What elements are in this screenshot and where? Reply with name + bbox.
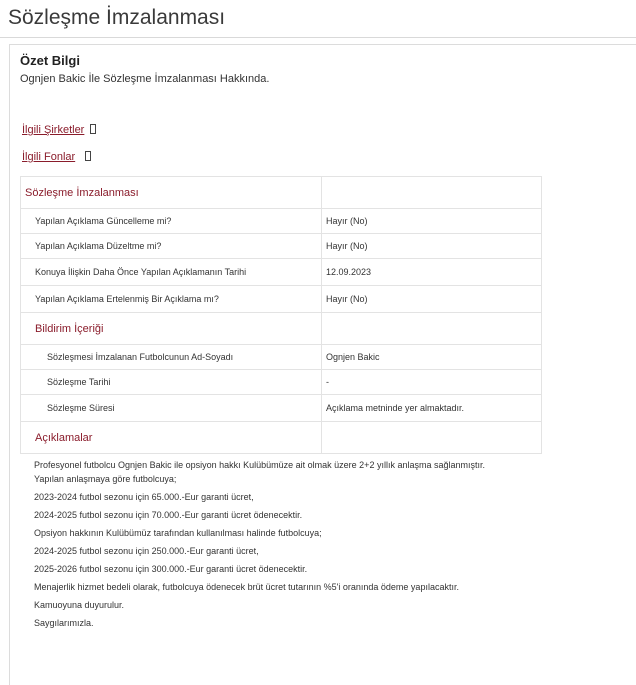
related-funds-label: İlgili Fonlar [22, 151, 76, 163]
table-row [21, 259, 542, 286]
table-section-row [21, 422, 542, 454]
row-label: Sözleşmesi İmzalanan Futbolcunun Ad-Soyadı [21, 345, 322, 370]
announcement-paragraph: 2024-2025 futbol sezonu için 70.000.-Eur garanti ücret ödenecektir. [34, 510, 303, 520]
empty-cell [322, 422, 542, 454]
announcement-paragraph: Opsiyon hakkının Kulübümüz tarafından kullanılması halinde futbolcuya; [34, 528, 322, 538]
row-value: Açıklama metninde yer almaktadır. [322, 395, 542, 422]
table-section-row [21, 177, 542, 209]
row-value: Hayır (No) [322, 209, 542, 234]
row-label: Yapılan Açıklama Güncelleme mi? [21, 209, 322, 234]
announcement-paragraph: 2025-2026 futbol sezonu için 300.000.-Eur garanti ücret ödenecektir. [34, 564, 308, 574]
row-label: Yapılan Açıklama Düzeltme mi? [21, 234, 322, 259]
expand-icon [90, 124, 96, 134]
table-row [21, 345, 542, 370]
announcement-paragraph: Menajerlik hizmet bedeli olarak, futbolcuya ödenecek brüt ücret tutarının %5'i oranında ödeme yapılacaktır. [34, 582, 459, 592]
related-companies-label: İlgili Şirketler [22, 124, 85, 136]
row-value: - [322, 370, 542, 395]
table-row [21, 395, 542, 422]
row-value: 12.09.2023 [322, 259, 542, 286]
disclosure-table [20, 176, 542, 454]
table-row [21, 209, 542, 234]
title-divider [0, 37, 636, 38]
table-row [21, 234, 542, 259]
announcement-paragraph: 2023-2024 futbol sezonu için 65.000.-Eur garanti ücret, [34, 492, 254, 502]
summary-heading: Özet Bilgi [20, 53, 80, 68]
announcement-paragraph: Yapılan anlaşmaya göre futbolcuya; [34, 474, 177, 484]
empty-cell [322, 313, 542, 345]
row-value: Hayır (No) [322, 286, 542, 313]
announcement-text [34, 460, 574, 629]
related-funds-link[interactable] [22, 151, 91, 163]
table-row [21, 286, 542, 313]
announcement-paragraph: Profesyonel futbolcu Ognjen Bakic ile opsiyon hakkı Kulübümüze ait olmak üzere 2+2 yıllık anlaşma sağlanmıştır. [34, 460, 485, 470]
announcement-paragraph: Saygılarımızla. [34, 618, 94, 628]
summary-text: Ognjen Bakic İle Sözleşme İmzalanması Hakkında. [20, 73, 270, 85]
row-label: Sözleşme Tarihi [21, 370, 322, 395]
row-label: Sözleşme Süresi [21, 395, 322, 422]
row-value: Hayır (No) [322, 234, 542, 259]
row-label: Konuya İlişkin Daha Önce Yapılan Açıklamanın Tarihi [21, 259, 322, 286]
row-value: Ognjen Bakic [322, 345, 542, 370]
related-companies-link[interactable] [22, 124, 96, 136]
empty-cell [322, 177, 542, 209]
announcement-paragraph: 2024-2025 futbol sezonu için 250.000.-Eur garanti ücret, [34, 546, 259, 556]
content-section-title: Bildirim İçeriği [21, 313, 322, 345]
table-row [21, 370, 542, 395]
announcement-paragraph: Kamuoyuna duyurulur. [34, 600, 125, 610]
section-title: Sözleşme İmzalanması [21, 177, 322, 209]
page-title: Sözleşme İmzalanması [8, 6, 226, 29]
explanations-title: Açıklamalar [21, 422, 322, 454]
row-label: Yapılan Açıklama Ertelenmiş Bir Açıklama mı? [21, 286, 322, 313]
expand-icon [85, 151, 91, 161]
table-section-row [21, 313, 542, 345]
